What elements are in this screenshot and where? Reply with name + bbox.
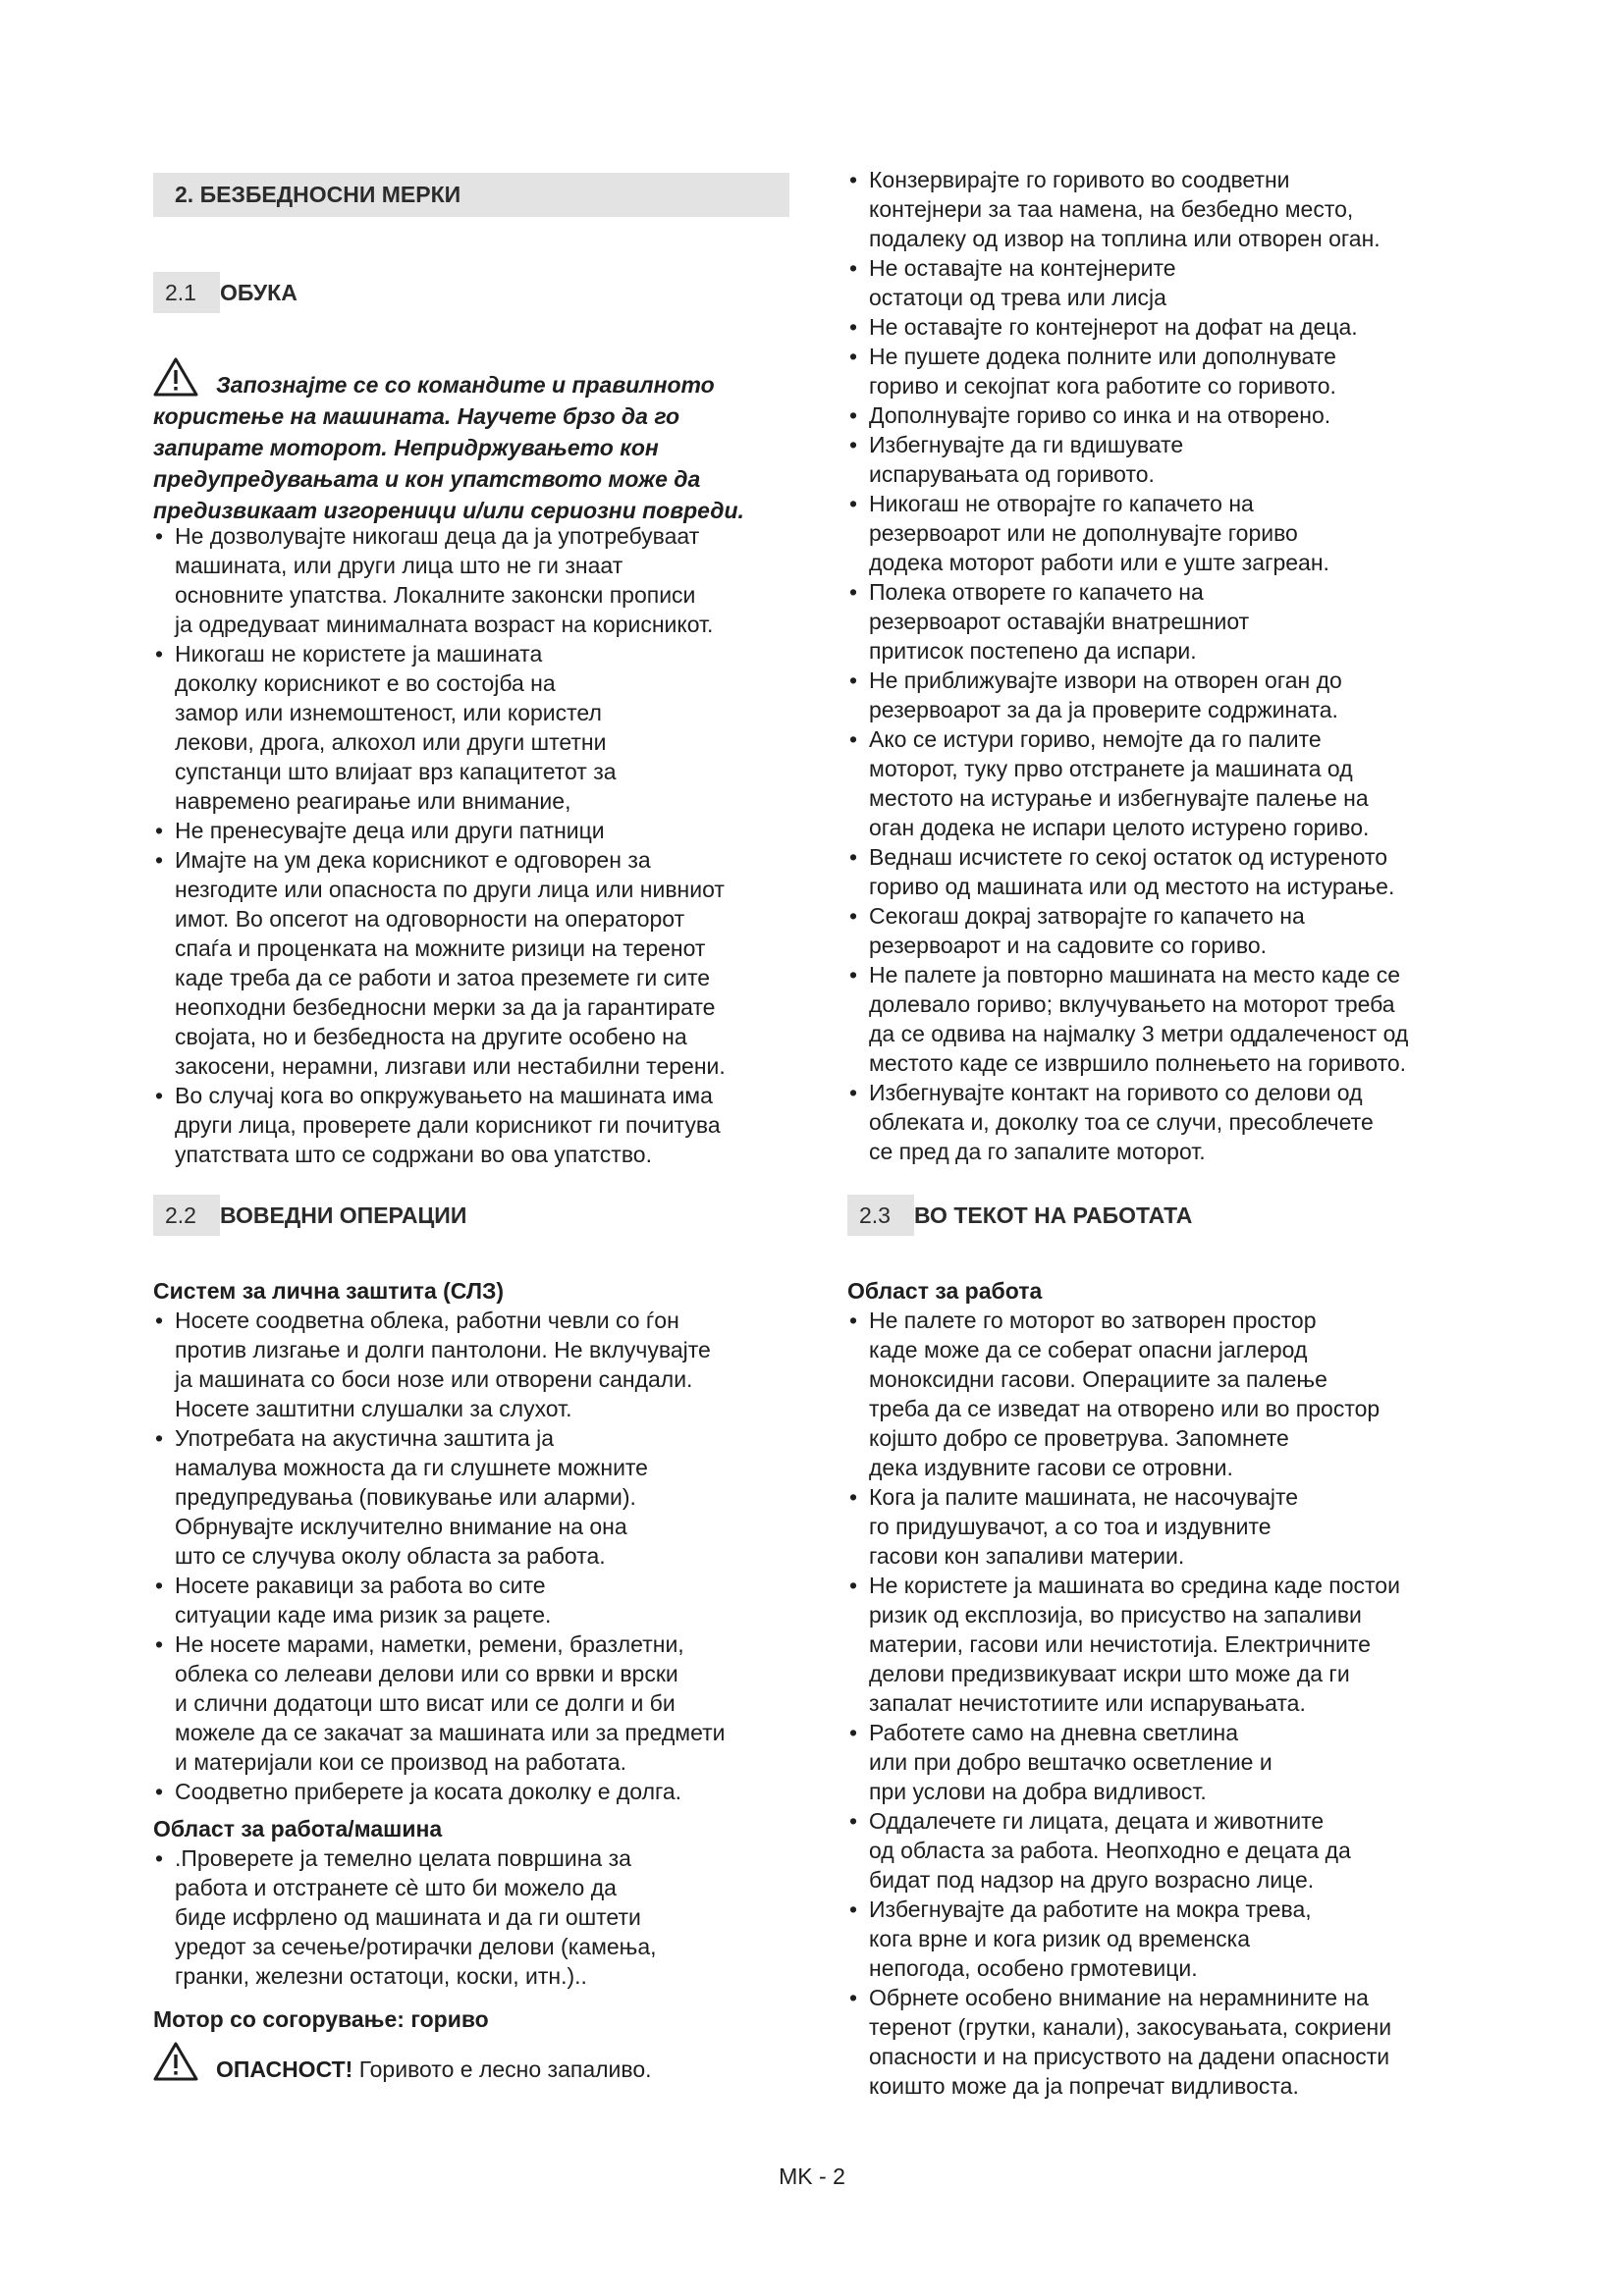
section-2-1-heading [153,272,298,313]
work-area-section [847,1276,1476,2101]
section-2-title: 2. БЕЗБЕДНОСНИ МЕРКИ [175,182,461,207]
warning-triangle-icon [153,357,198,397]
list-item: • Не користете ја машината во средина каде постои ризик од експлозија, во присуство на запаливи материи, гасови или нечистотија. Електричните делови предизвикуваат искри што може да ги запалат нечистотиите или испарувањата. [847,1571,1476,1718]
list-item: • Веднаш исчистете го секој остаток од истуреното гориво од машината или од местото на истурање. [847,842,1476,901]
list-item: • Не носете марами, наметки, ремени, бразлетни, облека со лелеави делови или со врвки и врски и слични додатоци што висат или се долги и би можеле да се закачат за машината или за предмети и материјали кои се производ на работата. [153,1629,791,1777]
list-item: • Избегнувајте контакт на горивото со делови од облеката и, доколку тоа се случи, пресоблечете се пред да го запалите моторот. [847,1078,1476,1166]
list-item: • Во случај кога во опкружувањето на машината има други лица, проверете дали корисникот ги почитува упатствата што се содржани во ова упатство. [153,1081,791,1169]
list-item: • Избегнувајте да ги вдишувате испарувањата од горивото. [847,430,1476,489]
list-item: • Не пушете додека полните или дополнувате гориво и секојпат кога работите со горивото. [847,342,1476,400]
list-item: • Работете само на дневна светлина или при добро вештачко осветление и при услови на добра видливост. [847,1718,1476,1806]
list-item: • Не пренесувајте деца или други патници [153,816,791,845]
section-2-3-heading [847,1195,1192,1236]
danger-text: Горивото е лесно запаливо. [352,2056,652,2082]
list-item: • Не палете го моторот во затворен простор каде може да се соберат опасни јаглерод моноксидни гасови. Операциите за палење треба да се изведат на отворено или во простор којшто добро се проветрува. Запомнете дека издувните гасови се отровни. [847,1306,1476,1482]
list-item: • Никогаш не користете ја машината доколку корисникот е во состојба на замор или изнемоштеност, или користел лекови, дрога, алкохол или други штетни супстанци што влијаат врз капацитетот за навремено реагирање или внимание, [153,639,791,816]
list-item: • Дополнувајте гориво со инка и на отворено. [847,400,1476,430]
section-2-2-heading [153,1195,466,1236]
fuel-bullets [847,165,1476,1166]
list-item: • Не дозволувајте никогаш деца да ја употребуваат машината, или други лица што не ги знаат основните упатства. Локалните законски прописи ја одредуваат минималната возраст на корисникот. [153,521,791,639]
list-item: • Кога ја палите машината, не насочувајте го придушувачот, а со тоа и издувните гасови кон запаливи материи. [847,1482,1476,1571]
training-warning [153,357,791,526]
list-item: • Оддалечете ги лицата, децата и животните од областа за работа. Неопходно е децата да бидат под надзор на друго возрасно лице. [847,1806,1476,1895]
ppe-section [153,1276,791,1806]
work-area-heading: Област за работа [847,1278,1043,1304]
section-2-3-title: ВО ТЕКОТ НА РАБОТАТА [914,1202,1193,1228]
work-area-machine-heading: Област за работа/машина [153,1816,443,1842]
list-item: • Употребата на акустична заштита ја намалува можноста да ги слушнете можните предупредувања (повикување или аларми). Обрнувајте исклучително внимание на она што се случува околу областа за работа. [153,1423,791,1571]
work-area-machine-section [153,1814,791,1991]
danger-word: ОПАСНОСТ! [216,2056,353,2082]
list-item: • Избегнувајте да работите на мокра трева, кога врне и кога ризик од временска непогода, особено грмотевици. [847,1895,1476,1983]
section-2-2-title: ВОВЕДНИ ОПЕРАЦИИ [220,1202,467,1228]
list-item: • Носете соодветна облека, работни чевли со ѓон против лизгање и долги пантолони. Не вклучувајте ја машината со боси нозе или отворени сандали. Носете заштитни слушалки за слухот. [153,1306,791,1423]
list-item: • Не палете ја повторно машината на место каде се долевало гориво; вклучувањето на моторот треба да се одвива на најмалку 3 метри оддалеченост од местото каде се извршило полнењето на горивото. [847,960,1476,1078]
list-item: • Конзервирајте го горивото во соодветни контејнери за таа намена, на безбедно место, подалеку од извор на топлина или отворен оган. [847,165,1476,253]
list-item: • Ако се истури гориво, немојте да го палите моторот, туку прво отстранете ја машината од местото на истурање и избегнувајте палење на оган додека не испари целото истурено гориво. [847,724,1476,842]
section-2-1-title: ОБУКА [220,280,298,305]
danger-notice [153,2042,791,2088]
engine-fuel-heading: Мотор со согорување: гориво [153,2006,489,2032]
list-item: • Никогаш не отворајте го капачето на резервоарот или не дополнувајте гориво додека моторот работи или е уште загреан. [847,489,1476,577]
section-2-3-number: 2.3 [847,1195,914,1236]
warning-triangle-icon [153,2042,198,2081]
engine-fuel-section [153,2004,791,2034]
training-bullets [153,521,791,1169]
list-item: • Полека отворете го капачето на резервоарот оставајќи внатрешниот притисок постепено да испари. [847,577,1476,666]
page-number: MK - 2 [779,2163,845,2189]
section-2-heading [153,173,789,217]
section-2-2-number: 2.2 [153,1195,220,1236]
list-item: • Имајте на ум дека корисникот е одговорен за незгодите или опасноста по други лица или нивниот имот. Во опсегот на одговорности на операторот спаѓа и проценката на можните ризици на теренот каде треба да се работи и затоа преземете ги сите неопходни безбедносни мерки за да ја гарантирате својата, но и безбедноста на другите особено на закосени, нерамни, лизгави или нестабилни терени. [153,845,791,1081]
list-item: • Соодветно приберете ја косата доколку е долга. [153,1777,791,1806]
list-item: • Секогаш докрај затворајте го капачето на резервоарот и на садовите со гориво. [847,901,1476,960]
list-item: • Не оставајте го контејнерот на дофат на деца. [847,312,1476,342]
training-warning-text: користење на машината. Научете брзо да го запирате моторот. Непридржувањето кон предупредувањата и кон упатството може да предизвикаат изгореници и/или сериозни повреди. [153,403,744,523]
training-warning-line1: Запознајте се со командите и правилното [216,372,715,398]
list-item: • Не оставајте на контејнерите остатоци од трева или лисја [847,253,1476,312]
ppe-heading: Систем за лична заштита (СЛЗ) [153,1278,505,1304]
section-2-1-number: 2.1 [153,272,220,313]
list-item: • .Проверете ја темелно целата површина за работа и отстранете сè што би можело да биде исфрлено од машината и да ги оштети уредот за сечење/ротирачки делови (камења, гранки, железни остатоци, коски, итн.).. [153,1843,791,1991]
list-item: • Не приближувајте извори на отворен оган до резервоарот за да ја проверите содржината. [847,666,1476,724]
list-item: • Носете ракавици за работа во сите ситуации каде има ризик за рацете. [153,1571,791,1629]
list-item: • Обрнете особено внимание на нерамнините на теренот (грутки, канали), закосувањата, сокриени опасности и на присуството на дадени опасности коишто може да ја попречат видливоста. [847,1983,1476,2101]
